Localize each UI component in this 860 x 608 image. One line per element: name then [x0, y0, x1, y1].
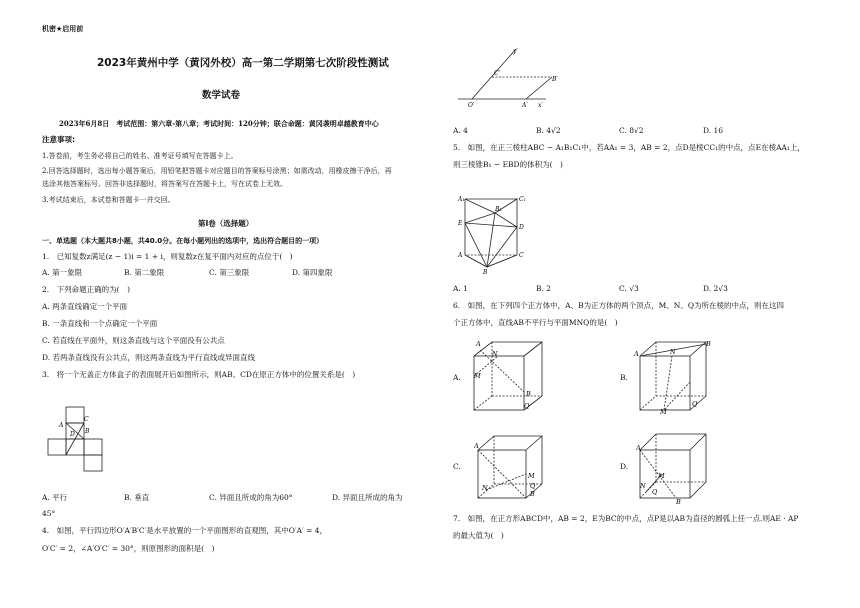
q3-option-c: C. 异面且所成的角为60°	[209, 493, 293, 502]
q6-cube-label: B	[706, 340, 711, 348]
q6-cube-c-figure	[474, 432, 550, 504]
q4-label: O′	[468, 102, 475, 109]
q3-label: B	[85, 428, 90, 435]
q5-option-a: A. 1	[453, 284, 468, 293]
q6-cube-label: A	[636, 444, 641, 452]
q6-cube-label: B	[530, 490, 535, 498]
q6-cube-label: N	[492, 350, 498, 358]
q6-cube-label: Q	[692, 400, 698, 408]
q5-label: B	[483, 269, 488, 275]
q1-option-d: D. 第四象限	[292, 268, 333, 277]
q6-cube-label: A	[476, 340, 481, 348]
q6-cube-label: N	[482, 484, 488, 492]
q4-label: A′	[522, 102, 528, 109]
q6-option-d-letter: D.	[620, 462, 629, 471]
q6-cube-label: M	[528, 472, 535, 480]
section-heading: 一、单选题（本大题共8小题，共40.0分。在每小题列出的选项中，选出符合题目的一项）	[42, 237, 324, 245]
q6-cube-label: Q	[530, 482, 536, 490]
q6-cube-b-figure	[632, 336, 712, 416]
q6-stem-cont: 个正方体中，直线AB不平行与平面MNQ的是( )	[453, 318, 618, 327]
q5-stem-cont: 则三棱锥B₁ − EBD的体积为( )	[453, 160, 563, 169]
q6-cube-label: B	[526, 390, 531, 398]
q6-cube-label: M	[658, 472, 665, 480]
q4-stem: 4. 如图，平行四边形O′A′B′C′是水平放置的一个平面图形的直观图，其中O′A′ = 4，	[42, 526, 328, 535]
notice-item: 2.回答选择题时，选出每小题答案后，用铅笔把答题卡对应题目的答案标号涂黑；如需改动，用橡皮擦干净后，再	[42, 167, 392, 175]
q3-option-b: B. 垂直	[124, 493, 150, 502]
q4-stem-cont: O′C′ = 2，∠A′O′C′ = 30°，则原图形的面积是( )	[42, 544, 215, 553]
q5-label: D	[519, 224, 524, 231]
q2-option-c: C. 若直线在平面外，则这条直线与这个平面没有公共点	[42, 336, 225, 345]
q6-cube-label: M	[660, 408, 667, 416]
q6-cube-label: Q	[524, 402, 530, 410]
q3-label: A	[59, 422, 64, 429]
q1-option-a: A. 第一象限	[42, 268, 83, 277]
part-title: 第I卷（选择题）	[198, 219, 254, 228]
q6-cube-label: A	[634, 350, 639, 358]
q5-label: A	[458, 252, 463, 259]
notice-item: 选涂其他答案标号。回答非选择题时，将答案写在答题卡上，写在试卷上无效。	[42, 180, 287, 188]
q5-stem: 5. 如图，在正三棱柱ABC − A₁B₁C₁中，若AA₁ = 3，AB = 2，点D是棱CC₁的中点，点E在棱AA₁上，	[453, 143, 805, 152]
q4-option-d: D. 16	[703, 126, 724, 135]
q7-stem-cont: 的最大值为( )	[453, 531, 504, 540]
q5-label: A₁	[458, 196, 465, 203]
q6-option-b-letter: B.	[620, 373, 628, 382]
q4-option-c: C. 8√2	[619, 126, 644, 135]
q5-option-c: C. √3	[619, 284, 639, 293]
q7-stem: 7. 如图，在正方形ABCD中，AB = 2，E为BC的中点，点P是以AB为直径的圆弧上任一点.则AE · AP	[453, 514, 799, 523]
q6-cube-label: N	[670, 348, 676, 356]
q2-stem: 2. 下列命题正确的为( )	[42, 285, 131, 294]
q4-option-a: A. 4	[453, 126, 468, 135]
notice-item: 3.考试结束后，本试卷和答题卡一并交回。	[42, 196, 175, 204]
q6-stem: 6. 如图，在下列四个正方体中，A、B为正方体的两个顶点，M、N、Q为所在棱的中点，则在这四	[453, 301, 784, 310]
q6-cube-label: B	[676, 498, 681, 504]
q6-cube-label: M	[474, 372, 481, 380]
q6-cube-label: Q	[652, 488, 658, 496]
q6-cube-a-figure	[470, 336, 546, 416]
q6-cube-label: A	[474, 442, 479, 450]
subject-title: 数学试卷	[202, 90, 241, 101]
q6-option-c-letter: C.	[453, 462, 461, 471]
q4-label: C′	[494, 70, 500, 77]
q3-cube-net-figure	[44, 405, 108, 475]
q4-figure	[456, 45, 562, 109]
q4-label: x′	[538, 102, 543, 109]
q4-option-b: B. 4√2	[536, 126, 561, 135]
q1-stem: 1. 已知复数z满足(z − 1)i = 1 + i，则复数z在复平面内对应的点位于( )	[42, 252, 293, 261]
q2-option-b: B. 一条直线和一个点确定一个平面	[42, 319, 158, 328]
q5-label: E	[458, 220, 463, 227]
q5-label: C₁	[519, 196, 526, 203]
q5-label: C	[519, 252, 524, 259]
q6-option-a-letter: A.	[453, 373, 461, 382]
q1-option-c: C. 第三象限	[209, 268, 250, 277]
q6-cube-label: N	[640, 482, 646, 490]
q2-option-d: D. 若两条直线没有公共点，则这两条直线为平行直线或异面直线	[42, 353, 256, 362]
q4-label: y′	[513, 48, 518, 55]
q3-stem: 3. 将一个无盖正方体盒子的表面展开后如图所示，则AB、CD在原正方体中的位置关系是( )	[42, 370, 356, 379]
q1-option-b: B. 第二象限	[124, 268, 165, 277]
q5-option-b: B. 2	[536, 284, 552, 293]
q6-cube-d-figure	[636, 430, 712, 504]
q3-option-a: A. 平行	[42, 493, 68, 502]
q3-option-wrap: 45°	[42, 509, 56, 518]
q3-option-d: D. 异面且所成的角为	[332, 493, 403, 502]
q4-label: B′	[552, 76, 558, 83]
exam-title: 2023年黄州中学（黄冈外校）高一第二学期第七次阶段性测试	[97, 57, 389, 69]
notice-item: 1.答卷前，考生务必将自己的姓名、准考证号填写在答题卡上。	[42, 152, 238, 160]
q2-option-a: A. 两条直线确定一个平面	[42, 302, 128, 311]
q5-option-d: D. 2√3	[703, 284, 728, 293]
exam-info: 2023年6月8日 考试范围：第六章-第八章；考试时间：120分钟；联合命题：黄冈袭明卓越教育中心	[59, 119, 379, 128]
q3-label: C	[84, 416, 89, 423]
q5-label: B₁	[495, 206, 502, 213]
q5-prism-figure	[455, 193, 537, 275]
q3-label: D	[70, 431, 75, 438]
secret-mark: 机密★启用前	[42, 25, 84, 33]
notice-heading: 注意事项:	[42, 135, 75, 144]
